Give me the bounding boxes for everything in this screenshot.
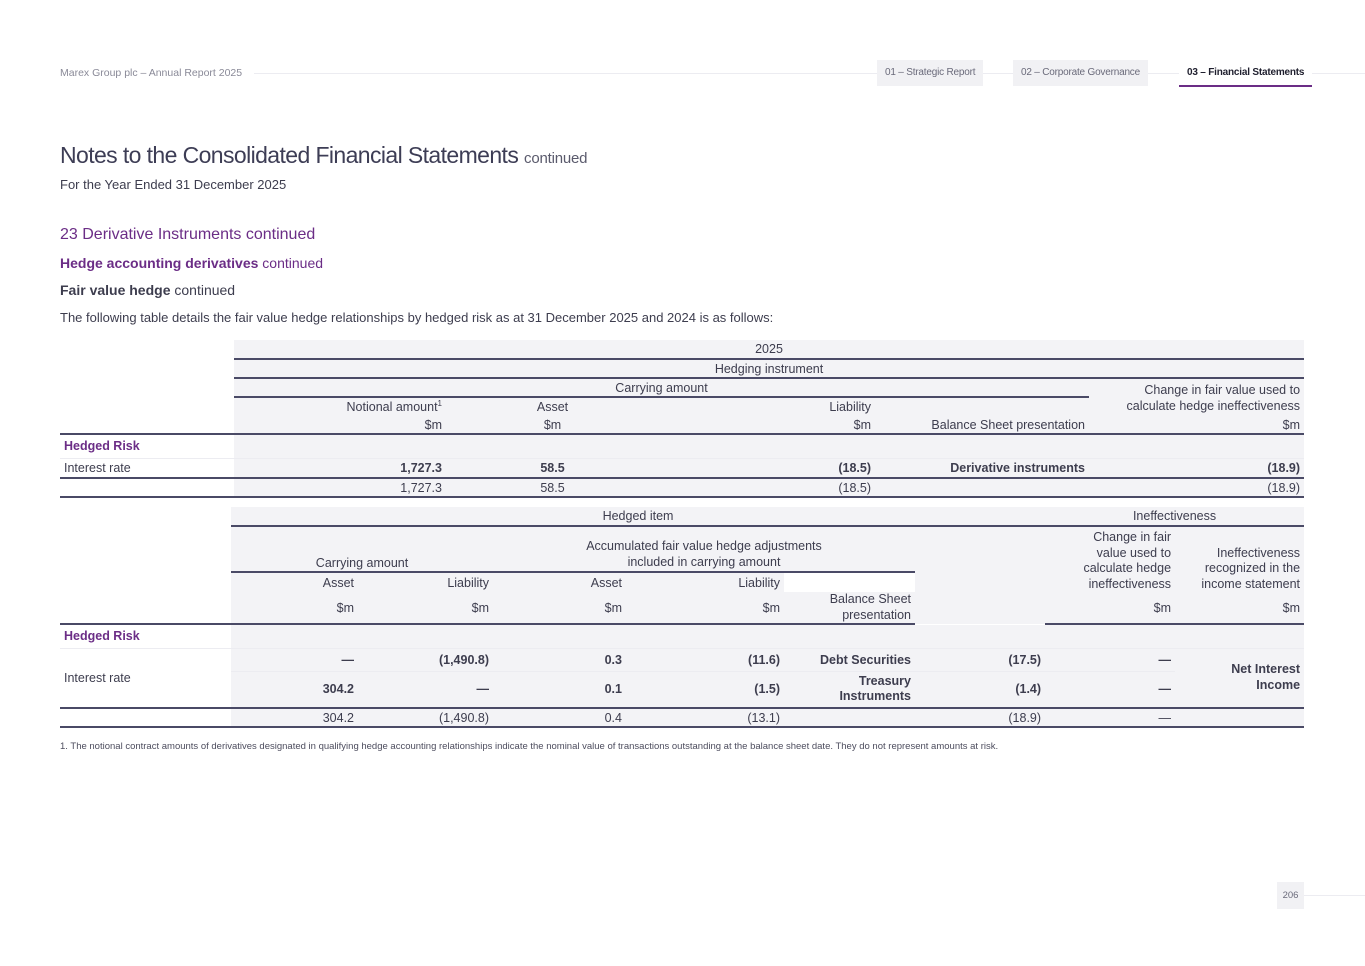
section-heading-text: 23 Derivative Instruments (60, 226, 242, 243)
liability-total: (18.5) (659, 478, 875, 497)
row2-ineffectiveness: — (1045, 671, 1175, 708)
row1-change: (17.5) (915, 648, 1045, 671)
adj-asset-header: Asset (493, 572, 626, 592)
page-title-suffix: continued (524, 150, 588, 167)
ineffectiveness-header: Ineffectiveness (1045, 507, 1304, 526)
page-title (60, 142, 587, 169)
asset-header: Asset (446, 397, 659, 416)
row1-balance-sheet: Debt Securities (784, 648, 915, 671)
change-fair-value-header: Change in fair value used to calculate hedge ineffectiveness (1089, 378, 1304, 416)
total-balance-sheet (784, 708, 915, 727)
hedged-item-header: Hedged item (231, 507, 1045, 526)
hedging-instrument-header: Hedging instrument (234, 359, 1304, 378)
hedged-risk-label: Hedged Risk (64, 439, 140, 454)
change-total: (18.9) (1089, 478, 1304, 497)
hedged-asset-header: Asset (231, 572, 358, 592)
report-brand: Marex Group plc – Annual Report 2025 (60, 67, 254, 79)
income-statement-value: Net Interest Income (1175, 648, 1304, 708)
row1-liability: (1,490.8) (358, 648, 493, 671)
row2-adj-liability: (1.5) (626, 671, 784, 708)
row1-ineffectiveness: — (1045, 648, 1175, 671)
carrying-amount-header: Carrying amount (234, 378, 1089, 397)
subsection-heading (60, 255, 323, 271)
header-rule (60, 73, 1365, 74)
hedging-instrument-table (60, 340, 1304, 498)
row2-liability: — (358, 671, 493, 708)
hedged-change-fair-value-header: Change in fair value used to calculate hedge ineffectiveness (1045, 526, 1175, 592)
adj-asset-unit: $m (493, 592, 626, 624)
row2-adj-asset: 0.1 (493, 671, 626, 708)
balance-sheet-value: Derivative instruments (875, 458, 1089, 478)
page-header (60, 60, 1365, 88)
total-asset: 304.2 (231, 708, 358, 727)
ineffectiveness-recognized-header: Ineffectiveness recognized in the income statement (1175, 526, 1304, 592)
footer-rule (1304, 895, 1365, 896)
row2-change: (1.4) (915, 671, 1045, 708)
asset-value: 58.5 (446, 458, 659, 478)
balance-sheet-total (875, 478, 1089, 497)
notional-amount-header (234, 397, 446, 416)
section-heading (60, 226, 315, 244)
asset-total: 58.5 (446, 478, 659, 497)
change-value: (18.9) (1089, 458, 1304, 478)
asset-unit: $m (446, 416, 659, 434)
notional-total: 1,727.3 (234, 478, 446, 497)
hedged-liability-header: Liability (358, 572, 493, 592)
nav-strategic-report[interactable]: 01 – Strategic Report (877, 60, 983, 86)
row1-adj-liability: (11.6) (626, 648, 784, 671)
liability-value: (18.5) (659, 458, 875, 478)
table-row (60, 671, 1304, 708)
year-header: 2025 (234, 340, 1304, 359)
subsubsection-heading-text: Fair value hedge (60, 282, 171, 298)
notional-unit: $m (234, 416, 446, 434)
hedged-item-table (60, 507, 1304, 728)
table-row (60, 458, 1304, 478)
subsection-heading-text: Hedge accounting derivatives (60, 255, 259, 271)
total-row (60, 708, 1304, 727)
table-row (60, 648, 1304, 671)
total-ineffectiveness: — (1045, 708, 1175, 727)
row-label-interest-rate: Interest rate (60, 648, 231, 708)
footnote-marker: 1 (437, 399, 442, 409)
balance-sheet-presentation-header: Balance Sheet presentation (875, 416, 1089, 434)
liability-unit: $m (659, 416, 875, 434)
adj-liability-header: Liability (626, 572, 784, 592)
subsection-heading-suffix: continued (262, 255, 324, 271)
total-change: (18.9) (915, 708, 1045, 727)
hedged-balance-sheet-header: Balance Sheet presentation (784, 592, 915, 624)
hedged-change-unit: $m (1045, 592, 1175, 624)
page-subtitle: For the Year Ended 31 December 2025 (60, 177, 287, 192)
nav-corporate-governance[interactable]: 02 – Corporate Governance (1013, 60, 1148, 86)
footnote: 1. The notional contract amounts of derivatives designated in qualifying hedge accounting relationships indicate the nominal value of transactions outstanding at the balance sheet date. They do not represent amounts at risk. (60, 741, 999, 752)
page-number: 206 (1277, 882, 1304, 909)
subsubsection-heading-suffix: continued (174, 282, 236, 298)
hedged-liability-unit: $m (358, 592, 493, 624)
notional-value: 1,727.3 (234, 458, 446, 478)
row2-asset: 304.2 (231, 671, 358, 708)
hedged-carrying-amount-header: Carrying amount (231, 526, 493, 572)
accumulated-adjustments-header: Accumulated fair value hedge adjustments included in carrying amount (493, 526, 915, 572)
intro-paragraph: The following table details the fair value hedge relationships by hedged risk as at 31 December 2025 and 2024 is as follows: (60, 310, 774, 325)
nav-financial-statements[interactable]: 03 – Financial Statements (1179, 60, 1312, 87)
total-liability: (1,490.8) (358, 708, 493, 727)
liability-header: Liability (659, 397, 875, 416)
notional-amount-label: Notional amount (346, 400, 438, 415)
page-title-text: Notes to the Consolidated Financial Statements (60, 142, 519, 168)
row-label-interest-rate: Interest rate (60, 458, 234, 478)
total-adj-liability: (13.1) (626, 708, 784, 727)
subsubsection-heading (60, 282, 235, 298)
section-heading-suffix: continued (245, 226, 316, 243)
total-row (60, 478, 1304, 497)
hedged-risk-label: Hedged Risk (64, 629, 140, 644)
row2-balance-sheet: Treasury Instruments (784, 671, 915, 708)
change-unit: $m (1089, 416, 1304, 434)
row1-asset: — (231, 648, 358, 671)
total-adj-asset: 0.4 (493, 708, 626, 727)
ineffectiveness-unit: $m (1175, 592, 1304, 624)
hedged-asset-unit: $m (231, 592, 358, 624)
row1-adj-asset: 0.3 (493, 648, 626, 671)
adj-liability-unit: $m (626, 592, 784, 624)
